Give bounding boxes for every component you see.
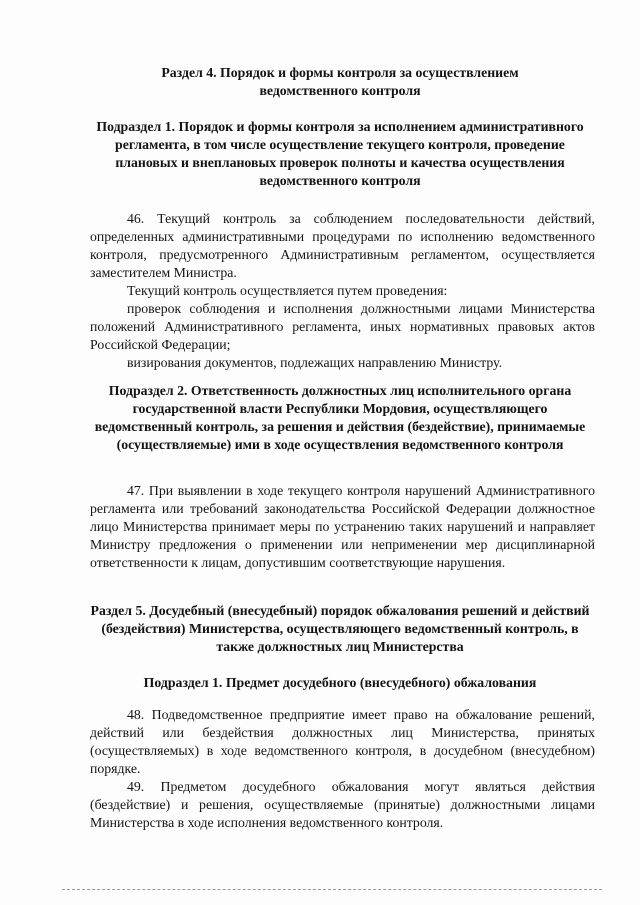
paragraph-48: 48. Подведомственное предприятие имеет право на обжалование решений, действий или бездействия должностных лиц Министерства, принятых (осуществляемых) в ходе ведомственного контроля, в досудебном (внесудебном) порядке. [90,707,595,776]
section-4-title: Раздел 4. Порядок и формы контроля за осуществлением ведомственного контроля [161,65,519,98]
paragraph-46-intro: Текущий контроль осуществляется путем проведения: [127,283,448,298]
section-4-subsection-2-title: Подраздел 2. Ответственность должностных лиц исполнительного органа государственной власти Республики Мордовия, осуществляющего ведомственный контроль, за решения и действия (бездействие), принимаемые (осуществляемые) ими в ходе осуществления ведомственного контроля [94,383,586,452]
paragraph-49: 49. Предметом досудебного обжалования могут являться действия (бездействие) и решения, осуществляемые (принятые) должностными лицами Министерства в ходе исполнения ведомственного контроля. [90,779,595,830]
paragraph-46-item-visas: визирования документов, подлежащих направлению Министру. [127,355,503,370]
section-5-title: Раздел 5. Досудебный (внесудебный) порядок обжалования решений и действий (бездействия) Министерства, осуществляющего ведомственный контроль, в также должностных лиц Министерства [90,603,590,654]
paragraph-46: 46. Текущий контроль за соблюдением последовательности действий, определенных административными процедурами по исполнению ведомственного контроля, предусмотренного Административным регламентом, осуществляется заместителем Министра. [90,211,595,280]
paragraph-47: 47. При выявлении в ходе текущего контроля нарушений Административного регламента или требований законодательства Российской Федерации должностное лицо Министерства принимает меры по устранению таких нарушений и направляет Министру предложения о применении или неприменении мер дисциплинарной ответственности к лицам, допустившим соответствующие нарушения. [90,483,595,570]
page-bottom-rule [62,889,602,890]
section-4-subsection-1-title: Подраздел 1. Порядок и формы контроля за исполнением административного регламента, в том числе осуществление текущего контроля, проведение плановых и внеплановых проверок полноты и качества осуществления ведомственного контроля [96,119,584,188]
paragraph-46-item-checks: проверок соблюдения и исполнения должностными лицами Министерства положений Административного регламента, иных нормативных правовых актов Российской Федерации; [90,301,595,352]
section-5-subsection-1-title: Подраздел 1. Предмет досудебного (внесудебного) обжалования [143,675,537,690]
